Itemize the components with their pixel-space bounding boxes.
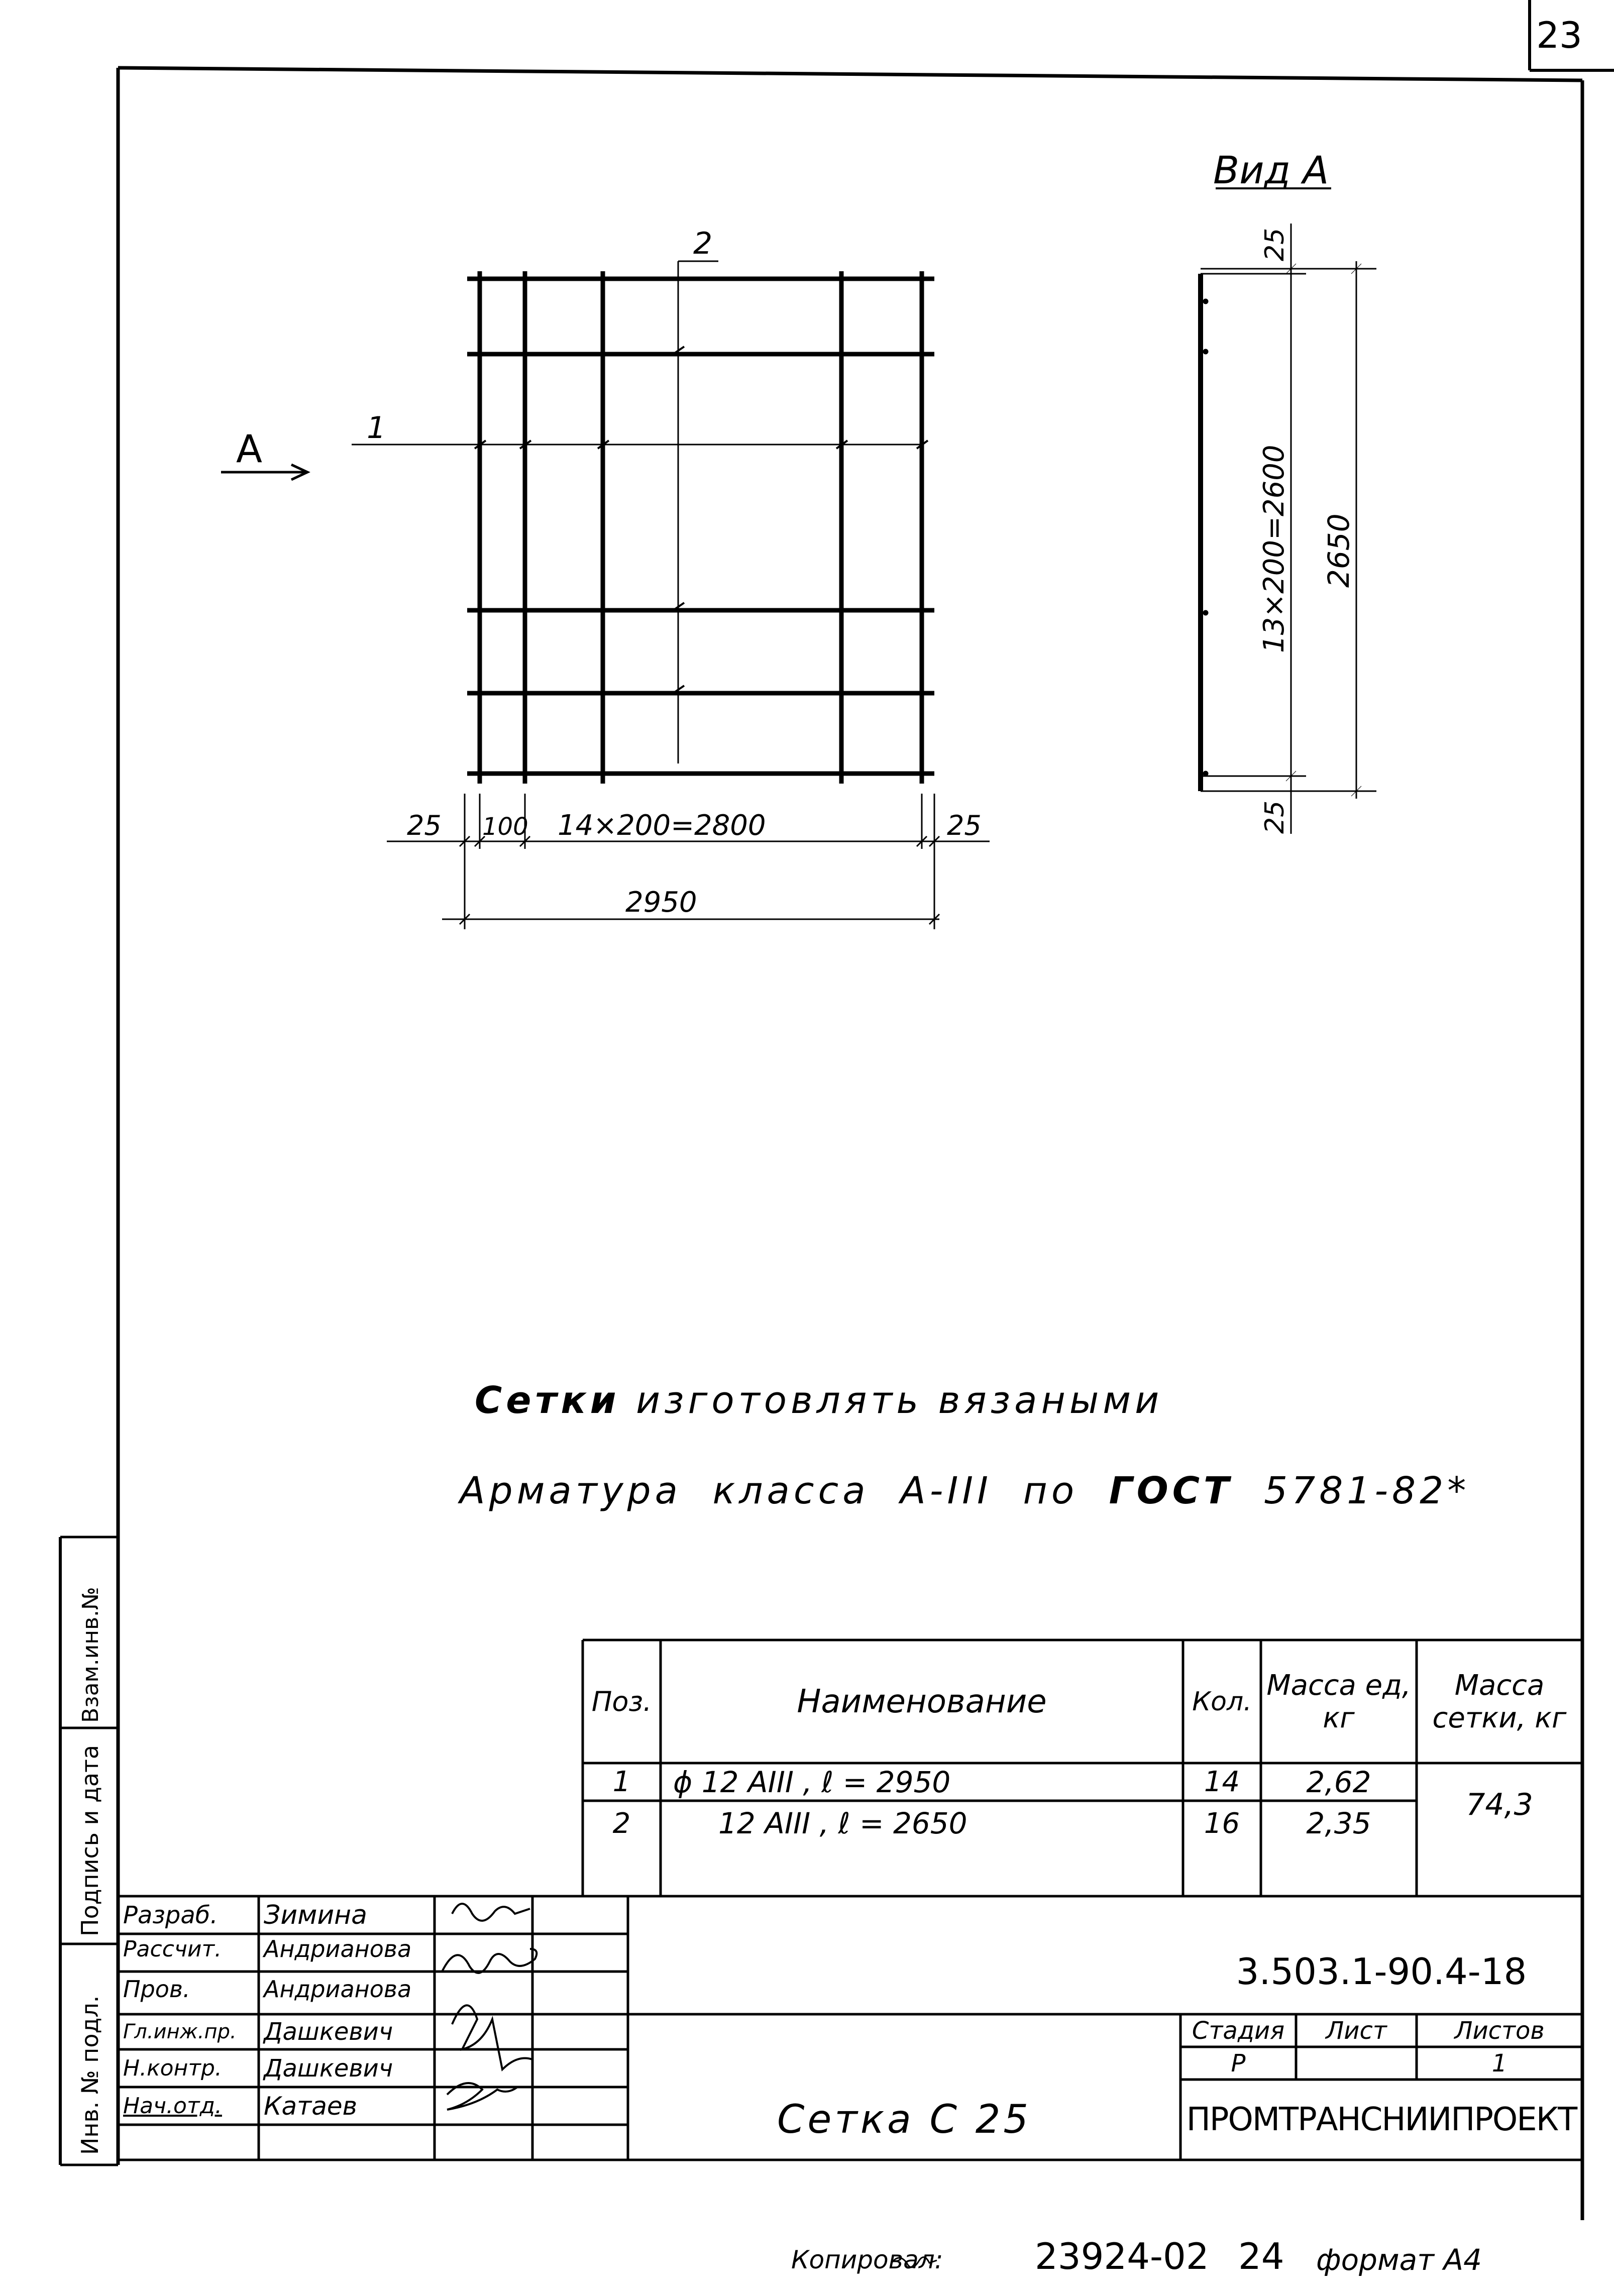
note-gost: ГОСТ — [1109, 1469, 1233, 1512]
note-line-2 — [460, 1469, 1470, 1512]
name-norm-control: Дашкевич — [264, 2054, 393, 2083]
header-name: Наименование — [797, 1683, 1047, 1720]
stamp-replace-inv: Взам.инв.№ — [78, 1587, 103, 1723]
dim-left-margin: 25 — [407, 810, 442, 841]
sheet-number: 23 — [1536, 14, 1582, 56]
header-pos: Поз. — [591, 1686, 652, 1717]
position-label-2: 2 — [693, 226, 713, 261]
row1-pos: 1 — [612, 1766, 631, 1798]
row1-unit-mass: 2,62 — [1306, 1765, 1371, 1799]
header-unit-mass: Масса ед, кг — [1266, 1669, 1411, 1734]
mesh-plan-view — [352, 261, 934, 784]
format-label: формат А4 — [1316, 2243, 1482, 2277]
dim-right-margin: 25 — [947, 810, 982, 841]
role-norm-control: Н.контр. — [123, 2055, 222, 2081]
row2-name: 12 АIII , ℓ = 2650 — [718, 1806, 967, 1840]
dim-bottom-margin: 25 — [1260, 800, 1290, 834]
name-dept-head: Катаев — [264, 2091, 358, 2121]
name-calculated: Андрианова — [264, 1935, 412, 1962]
position-label-1: 1 — [367, 410, 386, 446]
sheet-value — [1296, 2047, 1417, 2080]
role-chief-engineer: Гл.инж.пр. — [123, 2020, 237, 2043]
stamp-sign-date: Подпись и дата — [76, 1744, 103, 1936]
stamp-inv-no: Инв. № подл. — [76, 1995, 103, 2155]
arrow-label: А — [236, 426, 262, 471]
role-calculated: Рассчит. — [123, 1936, 222, 1962]
stage-label: Стадия — [1192, 2016, 1285, 2045]
sheet-label: Лист — [1326, 2016, 1387, 2045]
dim-total-length: 2950 — [625, 886, 697, 919]
sheets-label: Листов — [1454, 2016, 1545, 2045]
header-mesh-mass: Масса сетки, кг — [1432, 1669, 1567, 1734]
document-code: 3.503.1-90.4-18 — [1236, 1950, 1527, 1993]
name-chief-engineer: Дашкевич — [264, 2018, 393, 2046]
row1-qty: 14 — [1204, 1766, 1240, 1798]
signature-zimina — [452, 1904, 530, 1921]
dim-total-width: 2650 — [1322, 513, 1356, 588]
row2-qty: 16 — [1204, 1807, 1240, 1840]
header-qty: Кол. — [1192, 1686, 1252, 1717]
view-title: Вид А — [1213, 148, 1329, 192]
note-gost-number: 5781-82* — [1264, 1469, 1470, 1512]
sheet-title: Сетка С 25 — [777, 2097, 1032, 2142]
note-reinforcement: Арматура — [460, 1469, 682, 1512]
note-per: по — [1023, 1469, 1079, 1512]
name-developer: Зимина — [264, 1900, 368, 1930]
stage-value: Р — [1231, 2049, 1246, 2078]
copied-label: Копировал: — [791, 2245, 943, 2274]
organization-name: ПРОМТРАНСНИИПРОЕКТ — [1186, 2101, 1577, 2138]
row2-unit-mass: 2,35 — [1306, 1806, 1371, 1840]
name-checked: Андрианова — [264, 1976, 412, 2003]
order-number: 23924-02 — [1035, 2235, 1209, 2277]
mesh-mass-value: 74,3 — [1466, 1787, 1533, 1822]
dim-spacing-horizontal: 14×200=2800 — [558, 809, 766, 842]
row1-name: ϕ 12 АIII , ℓ = 2950 — [673, 1765, 951, 1799]
view-arrow — [221, 465, 307, 480]
row2-pos: 2 — [612, 1807, 631, 1840]
role-developer: Разраб. — [123, 1901, 218, 1929]
note-class: класса — [712, 1469, 870, 1512]
dim-top-margin: 25 — [1260, 228, 1290, 261]
page-number: 24 — [1238, 2235, 1284, 2277]
note-line-1 — [475, 1379, 1163, 1422]
note-line-1-rest: изготовлять вязаными — [636, 1379, 1163, 1422]
role-dept-head: Нач.отд. — [123, 2093, 222, 2119]
note-line-1-bold: Сетки — [475, 1379, 620, 1422]
signature-andrianova — [442, 1949, 536, 1973]
dim-spacing-vertical: 13×200=2600 — [1258, 445, 1290, 653]
dim-first-step: 100 — [482, 813, 528, 841]
role-checked: Пров. — [123, 1976, 190, 2003]
sheets-value: 1 — [1491, 2049, 1508, 2078]
note-class-value: А-III — [900, 1469, 992, 1512]
